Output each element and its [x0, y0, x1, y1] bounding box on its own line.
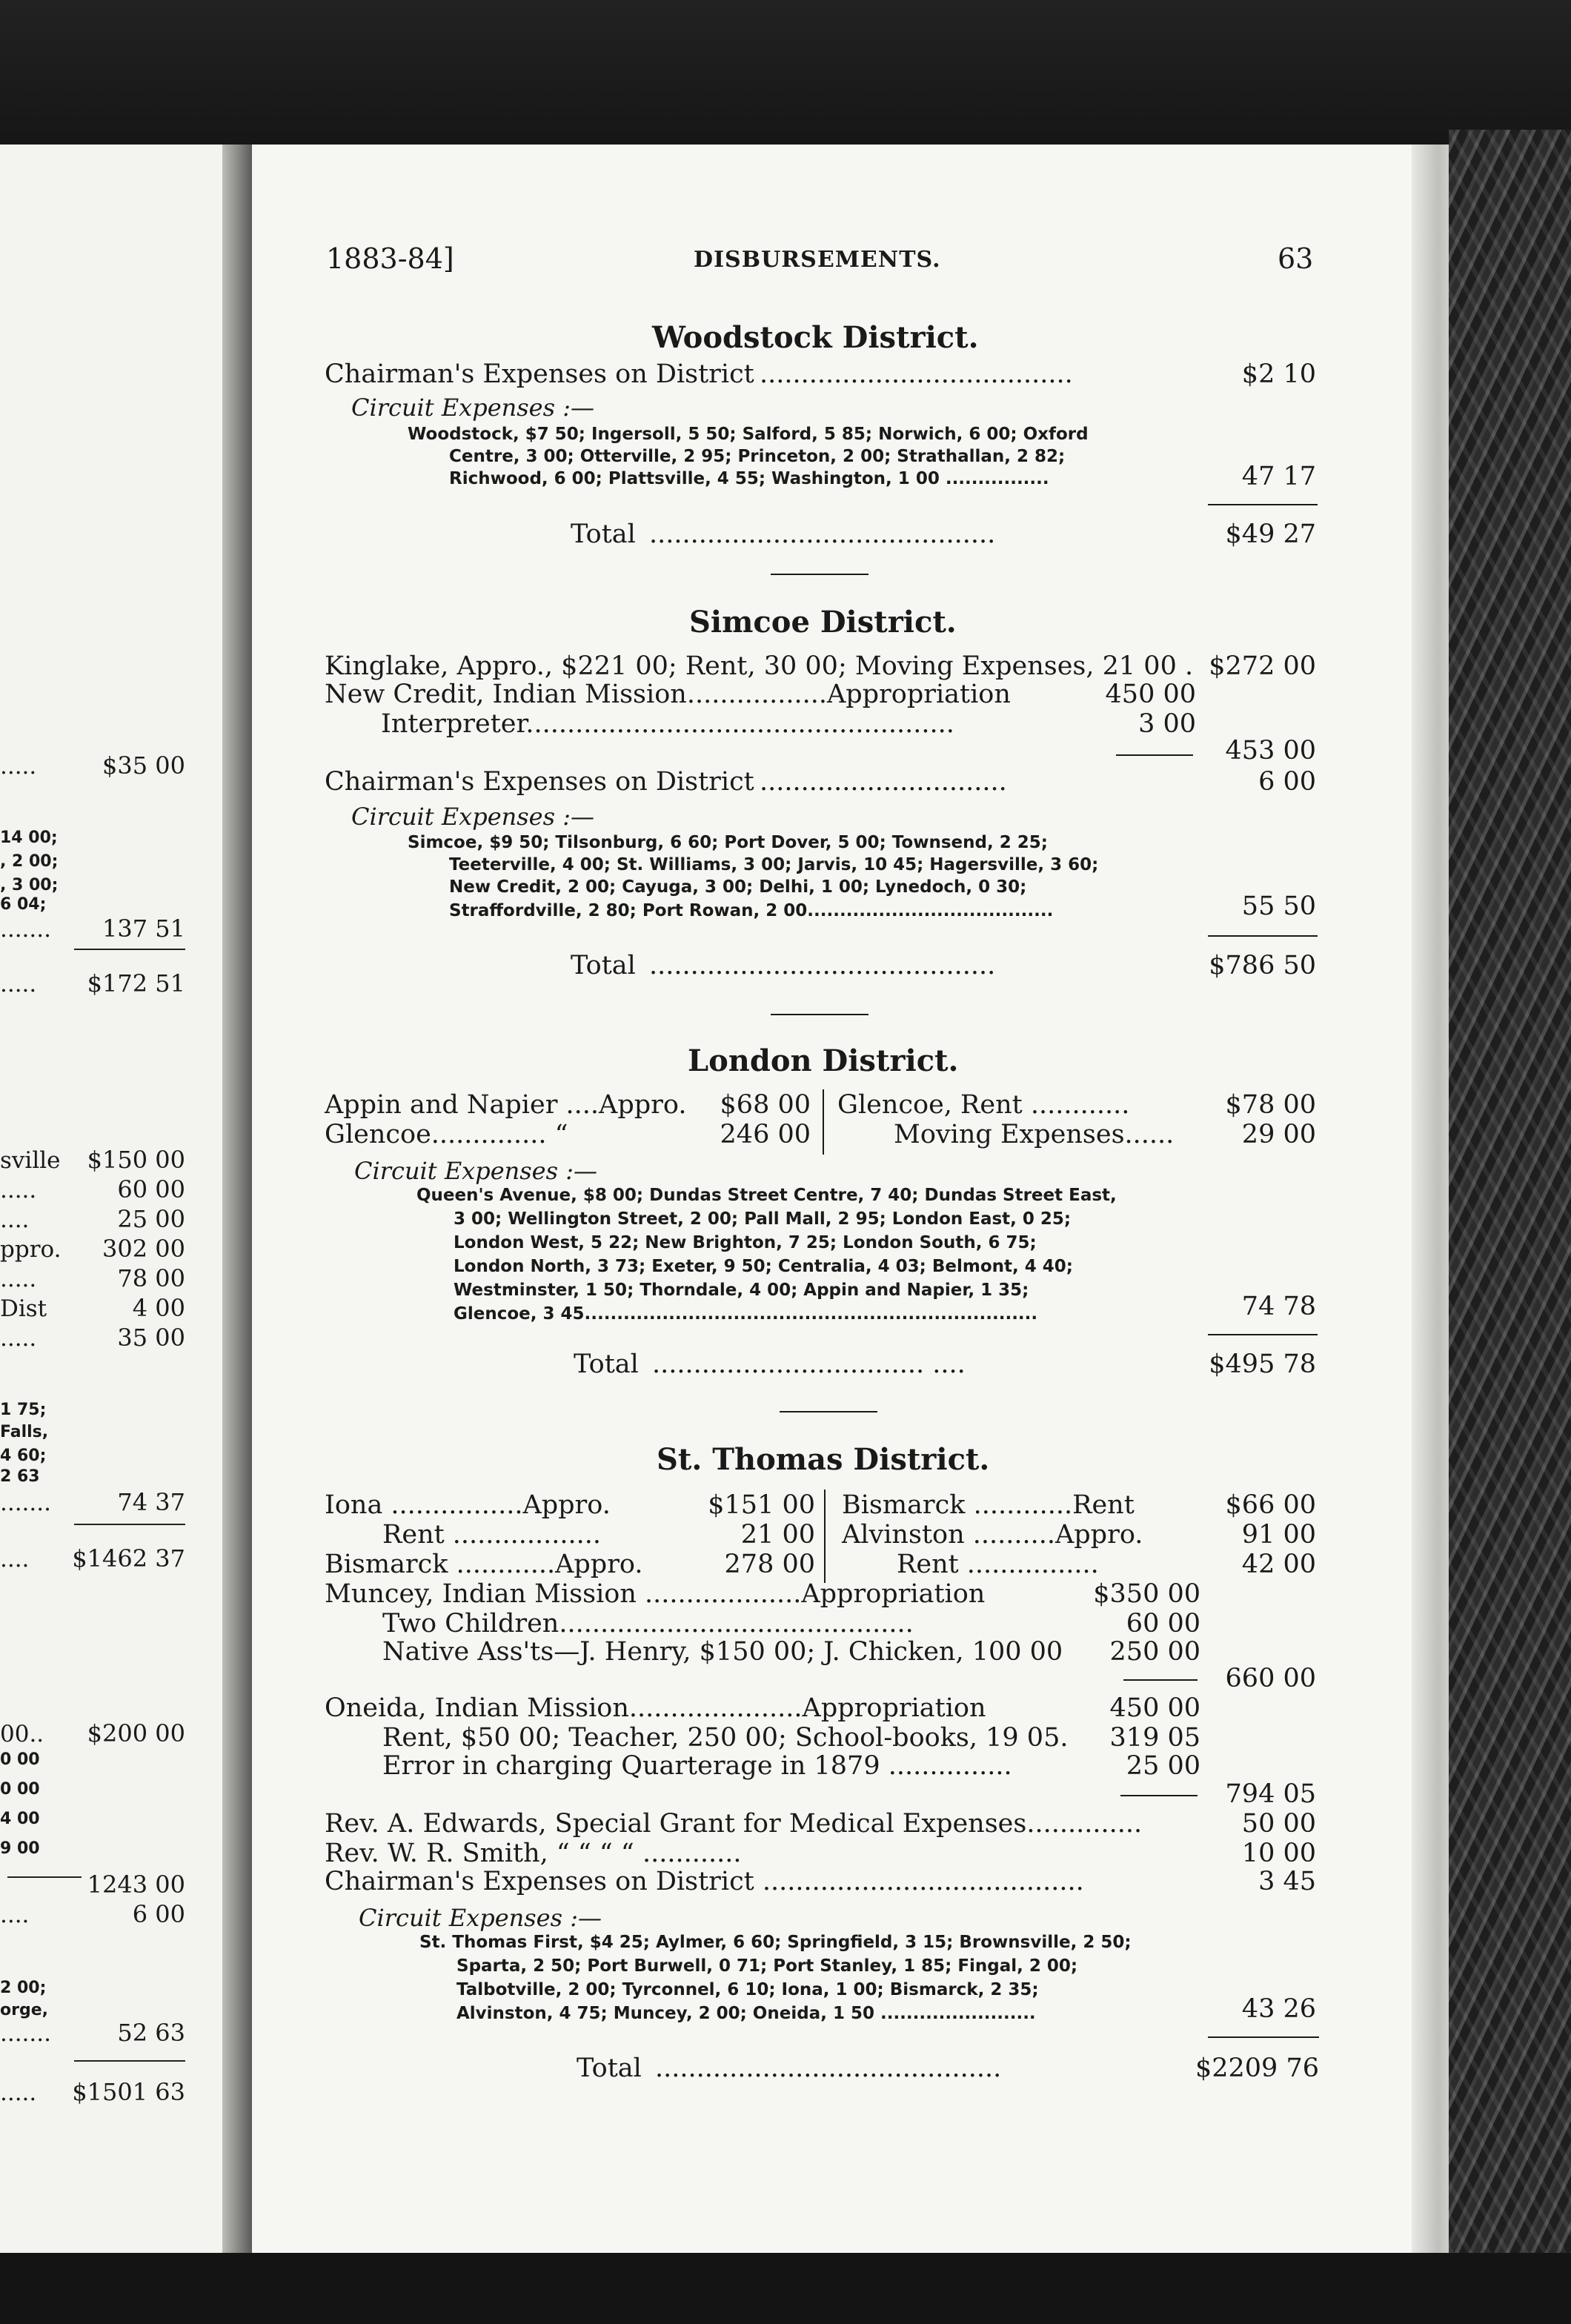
- left-page-row-value: 60 00: [117, 1175, 185, 1204]
- header-year: 1883-84]: [326, 242, 454, 275]
- st-thomas-left-row-3-amount: 278 00: [724, 1550, 815, 1579]
- left-page-sum-rule: [7, 1876, 82, 1878]
- left-page-row-label: .....: [0, 2079, 37, 2106]
- st-thomas-right-row-1-amount: $66 00: [1225, 1490, 1316, 1520]
- london-right-row-1-label: Glencoe, Rent ............: [837, 1090, 1130, 1120]
- st-thomas-edwards-label: Rev. A. Edwards, Special Grant for Medical Expenses..............: [325, 1809, 1143, 1839]
- st-thomas-left-row-2-label: Rent ..................: [382, 1520, 602, 1550]
- section-divider: [771, 574, 868, 575]
- london-circuit-line-4: London North, 3 73; Exeter, 9 50; Centralia, 4 03; Belmont, 4 40;: [454, 1257, 1073, 1276]
- simcoe-circuit-heading: Circuit Expenses :—: [351, 803, 594, 831]
- london-right-row-2-amount: 29 00: [1241, 1120, 1316, 1149]
- left-page-sum-rule: [74, 1524, 185, 1525]
- left-page-row-label: 0 00: [0, 1780, 40, 1799]
- st-thomas-total-amount: $2209 76: [1195, 2054, 1319, 2083]
- left-page-row-value: 74 37: [117, 1488, 185, 1516]
- district-title-london: London District.: [688, 1043, 959, 1078]
- simcoe-new-credit-label: New Credit, Indian Mission.................Appropriation: [325, 680, 1011, 709]
- simcoe-total-dots: ..........................................: [649, 951, 996, 980]
- london-right-row-1-amount: $78 00: [1225, 1090, 1316, 1120]
- woodstock-total-dots: ..........................................: [649, 519, 996, 549]
- simcoe-interpreter-sub: 3 00: [1138, 709, 1196, 739]
- left-page-sum-rule: [74, 2060, 185, 2062]
- scan-background-bottom: [0, 2253, 1571, 2324]
- st-thomas-two-children-label: Two Children...........................................: [382, 1609, 914, 1639]
- st-thomas-error-label: Error in charging Quarterage in 1879 ...............: [382, 1751, 1012, 1781]
- london-circuit-heading: Circuit Expenses :—: [354, 1157, 597, 1185]
- london-left-row-1-amount: $68 00: [720, 1090, 811, 1120]
- simcoe-circuit-line-4: Straffordville, 2 80; Port Rowan, 2 00......................................: [449, 901, 1054, 920]
- scan-background-top: [0, 0, 1571, 148]
- left-page-row-label: .......: [0, 916, 51, 943]
- london-circuit-line-6: Glencoe, 3 45......................................................................: [454, 1304, 1038, 1324]
- st-thomas-circuit-amount: 43 26: [1241, 1994, 1316, 2024]
- left-page-row-label: 14 00;: [0, 829, 58, 847]
- simcoe-kinglake-label: Kinglake, Appro., $221 00; Rent, 30 00; Moving Expenses, 21 00 .: [325, 651, 1194, 681]
- left-page-row-label: .......: [0, 1490, 51, 1516]
- st-thomas-circuit-line-2: Sparta, 2 50; Port Burwell, 0 71; Port Stanley, 1 85; Fingal, 2 00;: [456, 1956, 1078, 1976]
- district-title-st-thomas: St. Thomas District.: [657, 1442, 990, 1477]
- st-thomas-oneida-sub: 450 00: [1109, 1693, 1200, 1723]
- woodstock-circuit-heading: Circuit Expenses :—: [351, 394, 594, 422]
- st-thomas-circuit-heading: Circuit Expenses :—: [359, 1904, 602, 1932]
- simcoe-circuit-amount: 55 50: [1241, 892, 1316, 921]
- st-thomas-oneida-rule: [1120, 1795, 1198, 1796]
- left-page-row-label: ....: [0, 1206, 30, 1233]
- left-page-row-label: ppro.: [0, 1236, 62, 1263]
- london-total-amount: $495 78: [1209, 1349, 1316, 1379]
- left-page-row-label: 2 00;: [0, 1979, 47, 1997]
- marbled-edge-overlay: [1449, 130, 1571, 2253]
- simcoe-circuit-line-2: Teeterville, 4 00; St. Williams, 3 00; Jarvis, 10 45; Hagersville, 3 60;: [449, 855, 1099, 874]
- st-thomas-muncey-rule: [1123, 1679, 1198, 1681]
- left-page-row-value: $1462 37: [72, 1544, 185, 1573]
- left-page-row-value: 25 00: [117, 1205, 185, 1233]
- st-thomas-left-row-1-amount: $151 00: [708, 1490, 815, 1520]
- st-thomas-right-row-3-amount: 42 00: [1241, 1550, 1316, 1579]
- st-thomas-native-sub: 250 00: [1109, 1637, 1200, 1667]
- left-page-row-label: .....: [0, 971, 37, 997]
- london-circuit-line-2: 3 00; Wellington Street, 2 00; Pall Mall, 2 95; London East, 0 25;: [454, 1209, 1072, 1229]
- london-left-row-2-amount: 246 00: [720, 1120, 811, 1149]
- st-thomas-circuit-line-4: Alvinston, 4 75; Muncey, 2 00; Oneida, 1 50 ........................: [456, 2004, 1036, 2023]
- st-thomas-total-dots: ..........................................: [655, 2054, 1002, 2083]
- left-page-row-label: Falls,: [0, 1423, 49, 1441]
- left-page-row-value: $150 00: [87, 1146, 185, 1174]
- woodstock-circuit-line-3: Richwood, 6 00; Plattsville, 4 55; Washington, 1 00 ................: [449, 469, 1049, 488]
- left-page-row-label: ....: [0, 1546, 30, 1573]
- st-thomas-column-divider: [824, 1490, 826, 1583]
- left-page-row-label: 0 00: [0, 1750, 40, 1769]
- left-page-row-label: 2 63: [0, 1467, 40, 1486]
- left-page-row-label: sville: [0, 1147, 61, 1174]
- woodstock-total-label: Total: [571, 519, 636, 549]
- left-page-row-value: 302 00: [102, 1235, 185, 1263]
- simcoe-sub-rule: [1116, 754, 1193, 756]
- page-number: 63: [1278, 242, 1314, 275]
- st-thomas-oneida-label: Oneida, Indian Mission.....................Appropriation: [325, 1693, 986, 1723]
- left-page-row-label: 1 75;: [0, 1401, 47, 1419]
- left-page-row-label: 9 00: [0, 1839, 40, 1858]
- woodstock-chairman-dots: ......................................: [760, 359, 1073, 389]
- st-thomas-left-row-1-label: Iona ................Appro.: [325, 1490, 611, 1520]
- simcoe-chairman-amount: 6 00: [1258, 767, 1316, 797]
- st-thomas-edwards-amount: 50 00: [1241, 1809, 1316, 1839]
- woodstock-chairman-amount: $2 10: [1241, 359, 1316, 389]
- woodstock-circuit-line-2: Centre, 3 00; Otterville, 2 95; Princeton, 2 00; Strathallan, 2 82;: [449, 447, 1066, 466]
- london-left-row-2-label: Glencoe.............. “: [325, 1120, 568, 1149]
- london-circuit-amount: 74 78: [1241, 1292, 1316, 1321]
- left-page-row-value: 52 63: [117, 2019, 185, 2047]
- st-thomas-sum-rule: [1208, 2036, 1319, 2038]
- london-left-row-1-label: Appin and Napier ....Appro.: [325, 1090, 687, 1120]
- london-column-divider: [823, 1089, 824, 1155]
- left-page-row-label: 00..: [0, 1721, 44, 1747]
- simcoe-mission-total: 453 00: [1225, 736, 1316, 766]
- woodstock-sum-rule: [1208, 504, 1318, 505]
- london-circuit-line-3: London West, 5 22; New Brighton, 7 25; London South, 6 75;: [454, 1233, 1037, 1252]
- simcoe-circuit-line-3: New Credit, 2 00; Cayuga, 3 00; Delhi, 1 00; Lynedoch, 0 30;: [449, 877, 1027, 897]
- london-total-dots: ................................. ....: [652, 1349, 966, 1379]
- district-title-simcoe: Simcoe District.: [689, 605, 957, 640]
- st-thomas-chairman-amount: 3 45: [1258, 1867, 1316, 1896]
- london-right-row-2-label: Moving Expenses......: [894, 1120, 1175, 1149]
- header-title: DISBURSEMENTS.: [694, 247, 941, 273]
- left-page-row-value: $172 51: [87, 969, 185, 997]
- left-page-row-value: $200 00: [87, 1719, 185, 1747]
- left-page-row-label: Dist: [0, 1295, 47, 1322]
- simcoe-circuit-line-1: Simcoe, $9 50; Tilsonburg, 6 60; Port Dover, 5 00; Townsend, 2 25;: [408, 833, 1048, 852]
- left-page-sum-rule: [74, 949, 185, 950]
- left-page-row-value: $1501 63: [72, 2078, 185, 2106]
- simcoe-chairman-label: Chairman's Expenses on District: [325, 767, 754, 797]
- left-page-row-label: orge,: [0, 2001, 48, 2019]
- left-page-row-label: 6 04;: [0, 895, 47, 914]
- section-divider: [771, 1014, 868, 1015]
- left-page-row-value: 1243 00: [87, 1870, 185, 1899]
- st-thomas-muncey-label: Muncey, Indian Mission ...................Appropriation: [325, 1579, 986, 1609]
- st-thomas-circuit-line-1: St. Thomas First, $4 25; Aylmer, 6 60; Springfield, 3 15; Brownsville, 2 50;: [419, 1933, 1132, 1952]
- st-thomas-chairman-label: Chairman's Expenses on District .......................................: [325, 1867, 1084, 1896]
- st-thomas-smith-amount: 10 00: [1241, 1839, 1316, 1868]
- left-page-row-label: , 2 00;: [0, 852, 59, 871]
- left-page-row-value: $35 00: [102, 751, 185, 780]
- simcoe-chairman-dots: ..............................: [760, 767, 1007, 797]
- st-thomas-right-row-1-label: Bismarck ............Rent: [842, 1490, 1135, 1520]
- section-divider: [780, 1411, 877, 1412]
- left-page-row-value: 35 00: [117, 1324, 185, 1352]
- left-page-row-label: .....: [0, 1266, 37, 1292]
- st-thomas-total-label: Total: [577, 2054, 642, 2083]
- st-thomas-circuit-line-3: Talbotville, 2 00; Tyrconnel, 6 10; Iona, 1 00; Bismarck, 2 35;: [456, 1980, 1039, 1999]
- st-thomas-muncey-total: 660 00: [1225, 1664, 1316, 1693]
- simcoe-total-amount: $786 50: [1209, 951, 1316, 980]
- left-page-row-label: ....: [0, 1902, 30, 1928]
- left-page-row-label: .....: [0, 1177, 37, 1204]
- st-thomas-left-row-3-label: Bismarck ............Appro.: [325, 1550, 643, 1579]
- london-circuit-line-1: Queen's Avenue, $8 00; Dundas Street Centre, 7 40; Dundas Street East,: [416, 1186, 1117, 1205]
- left-page-row-value: 4 00: [132, 1294, 185, 1322]
- left-page-row-label: 4 60;: [0, 1447, 47, 1465]
- simcoe-sum-rule: [1208, 935, 1318, 937]
- simcoe-kinglake-amount: $272 00: [1209, 651, 1316, 681]
- london-circuit-line-5: Westminster, 1 50; Thorndale, 4 00; Appin and Napier, 1 35;: [454, 1281, 1029, 1300]
- st-thomas-muncey-sub: $350 00: [1093, 1579, 1200, 1609]
- woodstock-chairman-label: Chairman's Expenses on District: [325, 359, 754, 389]
- simcoe-new-credit-sub: 450 00: [1105, 680, 1196, 709]
- left-page-row-label: .......: [0, 2020, 51, 2047]
- woodstock-circuit-amount: 47 17: [1241, 462, 1316, 491]
- st-thomas-native-label: Native Ass'ts—J. Henry, $150 00; J. Chicken, 100 00: [382, 1637, 1063, 1667]
- st-thomas-right-row-2-label: Alvinston ..........Appro.: [842, 1520, 1143, 1550]
- st-thomas-two-children-sub: 60 00: [1126, 1609, 1200, 1639]
- london-total-label: Total: [574, 1349, 639, 1379]
- st-thomas-left-row-2-amount: 21 00: [740, 1520, 815, 1550]
- st-thomas-error-sub: 25 00: [1126, 1751, 1200, 1781]
- woodstock-circuit-line-1: Woodstock, $7 50; Ingersoll, 5 50; Salford, 5 85; Norwich, 6 00; Oxford: [408, 425, 1089, 444]
- district-title-woodstock: Woodstock District.: [652, 320, 979, 355]
- st-thomas-right-row-2-amount: 91 00: [1241, 1520, 1316, 1550]
- left-page-row-label: 4 00: [0, 1810, 40, 1828]
- left-page-row-value: 137 51: [102, 914, 185, 943]
- london-sum-rule: [1208, 1334, 1318, 1335]
- simcoe-interpreter-label: Interpreter....................................................: [381, 709, 954, 739]
- left-page-row-label: .....: [0, 1325, 37, 1352]
- st-thomas-oneida-rent-sub: 319 05: [1109, 1723, 1200, 1753]
- woodstock-total-amount: $49 27: [1225, 519, 1316, 549]
- st-thomas-right-row-3-label: Rent ................: [897, 1550, 1099, 1579]
- left-page-row-value: 78 00: [117, 1264, 185, 1292]
- left-page-row-label: .....: [0, 753, 37, 780]
- st-thomas-oneida-rent-label: Rent, $50 00; Teacher, 250 00; School-books, 19 05.: [382, 1723, 1069, 1753]
- st-thomas-oneida-total: 794 05: [1225, 1779, 1316, 1809]
- left-page-row-value: 6 00: [132, 1900, 185, 1928]
- st-thomas-smith-label: Rev. W. R. Smith, “ “ “ “ ............: [325, 1839, 742, 1868]
- simcoe-total-label: Total: [571, 951, 636, 980]
- left-page-row-label: , 3 00;: [0, 876, 59, 894]
